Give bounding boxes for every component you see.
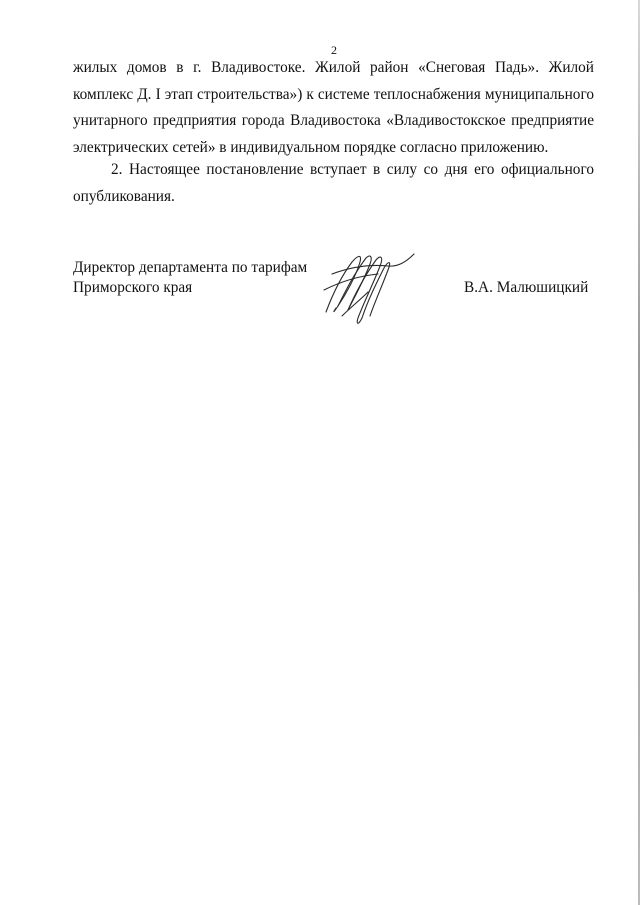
paragraph-1-line-3: унитарного предприятия города Владивостока «Владивостокское предприятие xyxy=(73,112,594,129)
paragraph-1-line-4: электрических сетей» в индивидуальном порядке согласно приложению. xyxy=(73,138,549,156)
signatory-position-line-2: Приморского края xyxy=(73,279,193,296)
handwritten-signature xyxy=(318,246,418,328)
paragraph-2-line-1: 2. Настоящее постановление вступает в силу со дня его официального xyxy=(111,161,594,178)
paragraph-1-line-2: комплекс Д. I этап строительства») к системе теплоснабжения муниципального xyxy=(73,85,594,103)
signatory-position-line-1: Директор департамента по тарифам xyxy=(73,259,308,276)
paragraph-1-line-1: жилых домов в г. Владивостоке. Жилой район «Снеговая Падь». Жилой xyxy=(73,59,594,76)
paragraph-2 xyxy=(73,157,594,210)
paragraph-2-line-2: опубликования. xyxy=(73,187,175,205)
signatory-name: В.А. Малюшицкий xyxy=(464,279,589,296)
signatory-position xyxy=(73,258,307,298)
page-number: 2 xyxy=(331,43,337,57)
paragraph-1 xyxy=(73,55,594,161)
